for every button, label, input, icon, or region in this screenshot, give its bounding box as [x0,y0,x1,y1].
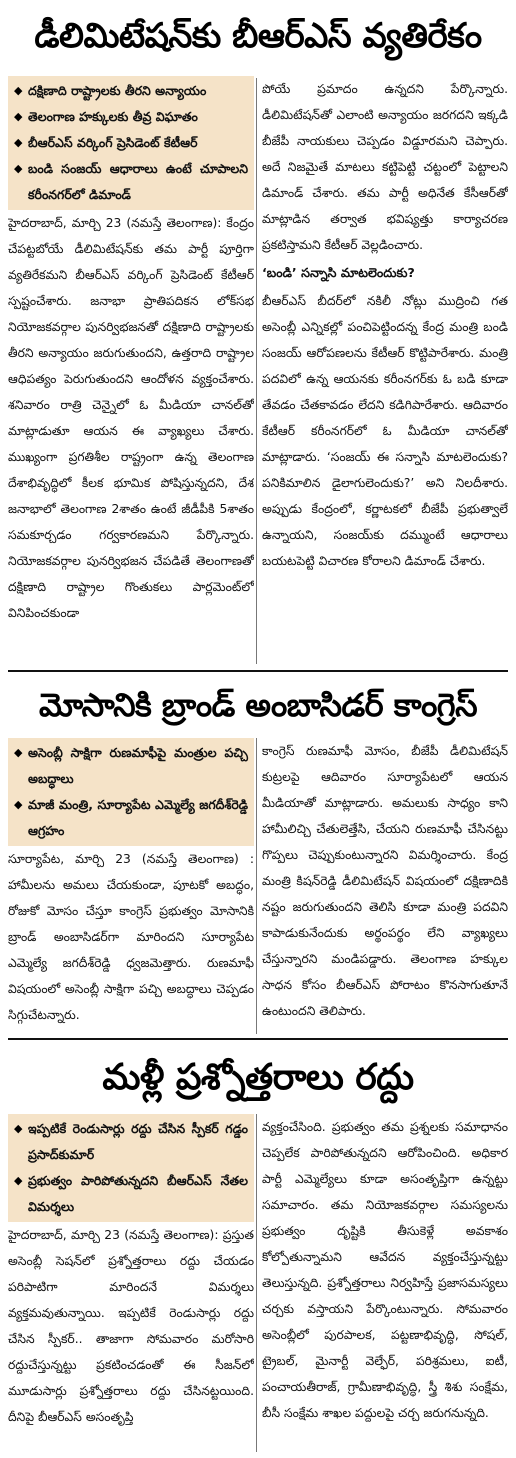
article-question-hour [0,1040,516,1458]
headline: డీలిమిటేషన్‌కు బీఆర్‌ఎస్ వ్యతిరేకం [34,16,482,56]
body-text: వ్యక్తంచేసింది. ప్రభుత్వం తమ ప్రశ్నలకు సమాధానం చెప్పలేక పారిపోతున్నదని ఆరోపించింది. అధికార పార్టీ ఎమ్మెల్యేలు కూడా అసంతృప్తిగా ఉన్నట్టు సమాచారం. తమ నియోజకవర్గాల సమస్యలను ప్రభుత్వం దృష్టికి తీసుకెళ్లే అవకాశం కోల్పోతున్నామని ఆవేదన వ్యక్తంచేస్తున్నట్టు తెలుస్తున్నది. ప్రశ్నోత్తరాలు నిర్వహిస్తే ప్రజాసమస్యలు చర్చకు వస్తాయని పేర్కొంటున్నారు. సోమవారం అసెంబ్లీలో పురపాలక, పట్టణాభివృద్ధి, సోషల్, ట్రైబల్, మైనార్టీ వెల్ఫేర్, పరిశ్రమలు, ఐటీ, పంచాయతీరాజ్, గ్రామీణాభివృద్ధి, స్త్రీ శిశు సంక్షేమ, బీసీ సంక్షేమ శాఖల పద్దులపై చర్చ జరుగనున్నది. [262,1120,508,1420]
article-right-column [262,738,508,1038]
body-text: బీఆర్‌ఎస్ బీదర్‌లో నకిలీ నోట్లు ముద్రించి గత అసెంబ్లీ ఎన్నికల్లో పంచిపెట్టిందన్న కేంద్ర మంత్రి బండి సంజయ్ ఆరోపణలను కేటీఆర్ కొట్టిపారేశారు. మంత్రి పదవిలో ఉన్న ఆయనకు కరీంనగర్‌కు ఓ బడి కూడా తేవడం చేతకావడం లేదని కడిగిపారేశారు. ఆదివారం కేటీఆర్ కరీంనగర్‌లో ఓ మీడియా చానల్‌తో మాట్లాడారు. ‘సంజయ్ ఈ సన్నాసి మాటలెందుకు? పనికిమాలిన డైలాగులెందుకు?’ అని నిలదీశారు. అప్పుడు కేంద్రంలో, కర్ణాటకలో బీజేపీ ప్రభుత్వాలే ఉన్నాయని, సంజయ్‌కు దమ్ముంటే ఆధారాలు బయటపెట్టి విచారణ కోరాలని డిమాండ్ చేశారు. [262,294,508,568]
subheading: ‘బండి’ సన్నాసి మాటలెందుకు? [262,265,415,280]
article-loan-waiver [0,672,516,1040]
bullet-icon: ◆ [14,1122,23,1135]
bullet-icon: ◆ [14,110,23,123]
bullet-icon: ◆ [14,162,23,175]
body-text: కాంగ్రెస్ రుణమాఫీ మోసం, బీజేపీ డీలిమిటేషన్ కుట్రలపై ఆదివారం సూర్యాపేటలో ఆయన మీడియాతో మాట్లాడారు. అమలుకు సాధ్యం కాని హామీలిచ్చి చేతులెత్తేసి, చేయని రుణమాఫీ చేసినట్టు గొప్పలు చెప్పుకుంటున్నారని విమర్శించారు. కేంద్ర మంత్రి కిషన్‌రెడ్డి డీలిమిటేషన్ విషయంలో దక్షిణాదికి నష్టం జరుగుతుందని తెలిసి కూడా మంత్రి పదవిని కాపాడుకునేందుకు అర్థంపర్థం లేని వ్యాఖ్యలు చేస్తున్నారని మండిపడ్డారు. తెలంగాణ హక్కుల సాధన కోసం బీఆర్‌ఎస్ పోరాటం కొనసాగుతూనే ఉంటుందని తెలిపారు. [262,744,508,1018]
body-text: పోయే ప్రమాదం ఉన్నదని పేర్కొన్నారు. డీలిమిటేషన్‌తో ఎలాంటి అన్యాయం జరగదని ఇక్కడి బీజేపీ నాయకులు చెప్పడం విడ్డూరమని చెప్పారు. అదే నిజమైతే మాటలు కట్టిపెట్టి చట్టంలో పెట్టాలని డిమాండ్ చేశారు. తమ పార్టీ అధినేత కేసీఆర్‌తో మాట్లాడిన తర్వాత భవిష్యత్తు కార్యాచరణ ప్రకటిస్తామని కేటీఆర్ వెల్లడించారు. [262,82,508,252]
highlight-item: ◆ తెలంగాణ హక్కులకు తీవ్ర విఘాతం [14,104,248,130]
highlight-item: ◆ మాజీ మంత్రి, సూర్యాపేట ఎమ్మెల్యే జగదీశ్‌రెడ్డి ఆగ్రహం [14,792,248,844]
headline: మళ్లీ ప్రశ్నోత్తరాలు రద్దు [102,1057,414,1098]
body-text: హైదరాబాద్, మార్చి 23 (నమస్తే తెలంగాణ): ప్రస్తుత అసెంబ్లీ సెషన్‌లో ప్రశ్నోత్తరాలు రద్దు చేయడం పరిపాటిగా మారిందనే విమర్శలు వ్యక్తమవుతున్నాయి. ఇప్పటికే రెండుసార్లు రద్దు చేసిన స్పీకర్.. తాజాగా సోమవారం మరోసారి రద్దుచేస్తున్నట్టు ప్రకటించడంతో ఈ సీజన్‌లో మూడుసార్లు ప్రశ్నోత్తరాలు రద్దు చేసినట్టయింది. దీనిపై బీఆర్‌ఎస్ అసంతృప్తి [8,1228,254,1424]
column-rule [256,738,257,1034]
bullet-icon: ◆ [14,84,23,97]
article-right-column [262,1114,508,1456]
article-right-column [262,76,508,668]
bullet-icon: ◆ [14,798,23,811]
highlight-item: ◆ ప్రభుత్వం పారిపోతున్నదని బీఆర్‌ఎస్ నేతల విమర్శలు [14,1168,248,1220]
column-rule [256,78,257,664]
article-left-column [8,738,254,1038]
highlight-item: ◆ బండి సంజయ్ ఆధారాలు ఉంటే చూపాలని కరీంనగర్‌లో డిమాండ్ [14,156,248,208]
highlights-box [8,76,254,210]
article-left-column [8,76,254,668]
headline: మోసానికి బ్రాండ్ అంబాసిడర్ కాంగ్రెస్ [38,686,478,724]
highlights-box [8,1114,254,1222]
highlight-item: ◆ బీఆర్‌ఎస్ వర్కింగ్ ప్రెసిడెంట్ కేటీఆర్ [14,130,248,156]
body-text: సూర్యాపేట, మార్చి 23 (నమస్తే తెలంగాణ) : హామీలను అమలు చేయకుండా, పూటకో అబద్ధం, రోజుకో మోసం చేస్తూ కాంగ్రెస్ ప్రభుత్వం మోసానికి బ్రాండ్ అంబాసిడర్‌గా మారిందని సూర్యాపేట ఎమ్మెల్యే జగదీశ్‌రెడ్డి ధ్వజమెత్తారు. రుణమాఫీ విషయంలో అసెంబ్లీ సాక్షిగా పచ్చి అబద్ధాలు చెప్పడం సిగ్గుచేటన్నారు. [8,852,254,1022]
highlights-box [8,738,254,846]
bullet-icon: ◆ [14,136,23,149]
highlight-item: ◆ దక్షిణాది రాష్ట్రాలకు తీరని అన్యాయం [14,78,248,104]
bullet-icon: ◆ [14,1174,23,1187]
column-rule [256,1114,257,1452]
highlight-item: ◆ అసెంబ్లీ సాక్షిగా రుణమాఫీపై మంత్రుల పచ్చి అబద్ధాలు [14,740,248,792]
article-delimitation [0,0,516,672]
body-text: హైదరాబాద్, మార్చి 23 (నమస్తే తెలంగాణ): కేంద్రం చేపట్టబోయే డీలిమిటేషన్‌కు తమ పార్టీ పూర్తిగా వ్యతిరేకమని బీఆర్‌ఎస్ వర్కింగ్ ప్రెసిడెంట్ కేటీఆర్ స్పష్టంచేశారు. జనాభా ప్రాతిపదికన లోక్‌సభ నియోజకవర్గాల పునర్విభజనతో దక్షిణాది రాష్ట్రాలకు తీరని అన్యాయం జరుగుతుందని, ఉత్తరాది రాష్ట్రాల ఆధిపత్యం పెరుగుతుందని ఆందోళన వ్యక్తంచేశారు. శనివారం రాత్రి చెన్నైలో ఓ మీడియా చానల్‌తో మాట్లాడుతూ ఆయన ఈ వ్యాఖ్యలు చేశారు. ముఖ్యంగా ప్రగతిశీల రాష్ట్రంగా ఉన్న తెలంగాణ దేశాభివృద్ధిలో కీలక భూమిక పోషిస్తున్నదని, దేశ జనాభాలో తెలంగాణ 2శాతం ఉంటే జీడీపీకి 5శాతం సమకూర్చడం గర్వకారణమని పేర్కొన్నారు. నియోజకవర్గాల పునర్విభజన చేపడితే తెలంగాణతో దక్షిణాది రాష్ట్రాల గొంతుకలు పార్లమెంట్‌లో వినిపించకుండా [8,216,254,620]
bullet-icon: ◆ [14,746,23,759]
article-left-column [8,1114,254,1456]
highlight-item: ◆ ఇప్పటికే రెండుసార్లు రద్దు చేసిన స్పీకర్ గడ్డం ప్రసాద్‌కుమార్ [14,1116,248,1168]
